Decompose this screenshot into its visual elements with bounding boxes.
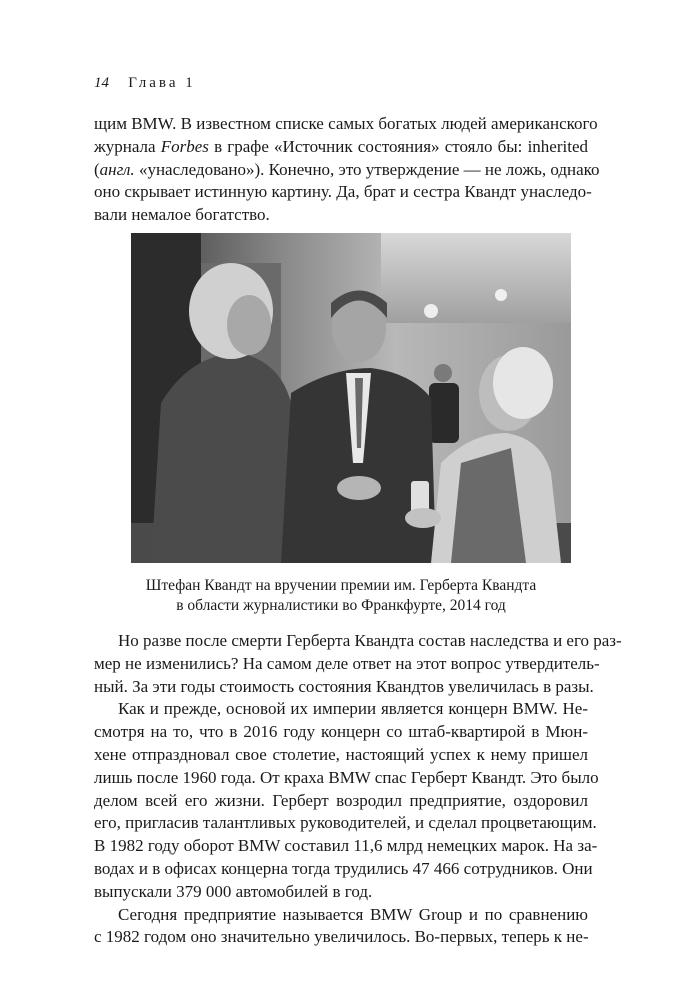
text-line: вали немалое богатство.	[94, 205, 270, 225]
italic-run: англ.	[99, 159, 135, 179]
text-line	[94, 136, 588, 159]
text-run: (	[94, 159, 100, 179]
caption-line-1: Штефан Квандт на вручении премии им. Герберта Квандта	[145, 577, 537, 594]
paragraph-1	[94, 113, 600, 227]
italic-run: Forbes	[160, 136, 209, 156]
text-line: В 1982 году оборот BMW составил 11,6 млрд немецких марок. На за-	[94, 836, 598, 856]
text-line	[94, 159, 600, 182]
text-line: щим BMW. В известном списке самых богатых людей американского	[94, 114, 598, 133]
photo	[131, 233, 571, 563]
text-run: журнала	[94, 136, 161, 156]
text-line: его, пригласив талантливых руководителей, и сделал процветающим.	[94, 813, 597, 833]
photo-illustration	[131, 233, 571, 563]
ceiling	[381, 233, 571, 323]
page-number: 14	[94, 75, 109, 91]
text-line: выпускали 379 000 автомобилей в год.	[94, 881, 373, 901]
text-line: делом всей его жизни. Герберт возродил предприятие, оздоровил	[94, 790, 588, 810]
text-line: оно скрывает истинную картину. Да, брат и сестра Квандт унаследо-	[94, 182, 592, 202]
text-line: мер не изменились? На самом деле ответ на этот вопрос утвердитель-	[94, 653, 600, 673]
text-line: Сегодня предприятие называется BMW Group и по сравнению	[118, 904, 588, 924]
text-run: в графе «Источник состояния» стояло бы: inherited	[208, 136, 588, 156]
chapter-title: Глава 1	[128, 75, 196, 91]
photo-caption	[94, 576, 588, 616]
paragraph-2	[94, 630, 622, 949]
text-line: лишь после 1960 года. От краха BMW спас Герберт Квандт. Это было	[94, 767, 599, 787]
text-line: с 1982 годом оно значительно увеличилось. Во-первых, теперь к не-	[94, 927, 589, 947]
caption-line-2: в области журналистики во Франкфурте, 2014 год	[176, 597, 506, 614]
ceiling-light	[424, 304, 438, 318]
text-line: смотря на то, что в 2016 году концерн со штаб-квартирой в Мюн-	[94, 722, 588, 742]
text-run: «унаследовано»). Конечно, это утверждение — не ложь, однако	[134, 159, 600, 179]
text-line: Как и прежде, основой их империи является концерн BMW. Не-	[118, 699, 588, 719]
ceiling-light	[495, 289, 507, 301]
text-line: Но разве после смерти Герберта Квандта состав наследства и его раз-	[118, 631, 622, 650]
text-line: ный. За эти годы стоимость состояния Квандтов увеличилась в разы.	[94, 676, 594, 696]
text-line: хене отпраздновал свое столетие, настоящий успех к нему пришел	[94, 744, 588, 764]
running-header	[94, 75, 196, 92]
text-line: водах и в офисах концерна тогда трудились 47 466 сотрудников. Они	[94, 858, 593, 878]
